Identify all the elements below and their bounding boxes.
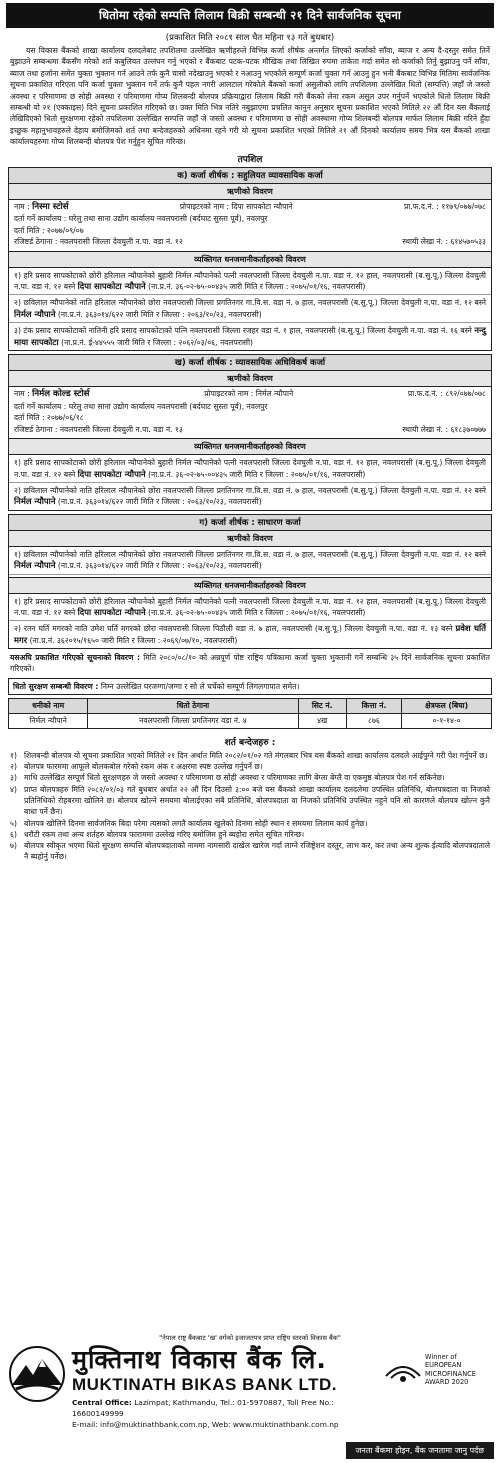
proprietor: प्रोपाइटरको नाम : निर्मल न्यौपाने [204,389,294,399]
reg-address: रजिष्टर्ड ठेगाना : नवलपरासी जिल्ला देवचुली न.पा. वडा नं. १२ [14,237,183,247]
reg-office: दर्ता गर्ने कार्यालय : घरेलु तथा साना उद्योग कार्यालय नवलपरासी (बर्दघाट सुस्ता पूर्व), नवलपुर [14,214,268,224]
proprietor: प्रोपाइटरको नाम : दिपा सापकोटा न्यौपाने [179,201,293,211]
borrower-firm: नाम : निस्मा स्टोर्स प्रोपाइटरको नाम : दिपा सापकोटा न्यौपाने प्रा.फ.द.नं. : ११७९/०७७/०७८ दर्ता गर्ने कार्यालय : घरेलु तथा साना उद्योग कार्यालय नवलपरासी (बर्दघाट सुस्ता पूर्व), नवलपुर दर्ता मिति : २०७७/०९/०७ रजिष्टर्ड ठेगाना : नवलपरासी जिल्ला देवचुली न.पा. वडा नं. १२ स्थायी लेखा नं. : ६१४५७०५३३ [14,201,486,247]
bank-license-slogan: "नेपाल राष्ट्र बैंकबाट 'ख' वर्गको इजाजतपत्र प्राप्त राष्ट्रिय स्तरको विकास बैंक" [159,1334,341,1342]
firm-reg-no: प्रा.फ.द.नं. : ८९२/०७७/०७८ [407,389,486,399]
col-owner: धनीको नाम [9,698,88,713]
firm-name: निर्मल कोल्ड स्टोर्स [32,389,90,400]
bank-footer [6,1333,494,1459]
bank-web: E-mail: info@muktinathbank.com.np, Web: www.muktinathbank.com.np [72,1420,339,1429]
borrower-heading: ऋणीको विवरण [9,531,491,547]
loan-heading: क) कर्जा शीर्षक : सहुलियत व्यावसायिक कर्जा [9,168,491,184]
list-item: १) शिलबन्दी बोलपत्र यो सूचना प्रकाशित भएको मितिले २१ दिन अर्थात मिति २०८२/०१/०२ गते मंगलबार भित्र यस बैंकको शाखा कार्यालय दलदले आईपुग्ने गरी पेश गर्नुपर्ने छ। [10,750,488,760]
security-table [8,698,492,729]
award-icon [384,1356,422,1384]
borrower-heading: ऋणीको विवरण [9,184,491,200]
pan-number: स्थायी लेखा नं. : ६१८३७०७७७ [402,424,486,434]
list-item: ४) प्राप्त बोलपत्रहरु मिति २०८२/०१/०३ गते बुधबार अर्थात २२ औं दिन दिउसो ३:०० बजे यस बैंकको शाखा कार्यालय दलदलेमा उपस्थित प्रतिनिधि, बोलपत्रदाता वा निजको प्रतिनिधिको रोहबरमा खोलिने छ। बोलपत्र खोल्ने समयमा बोलाईएका सबै प्रतिनिधि, बोलपत्रदाता वा निजको प्रतिनिधि उपस्थित नहुने पनि सो कारणले बोलपत्र खोल्न कुनै बाधा पर्ने छैन। [10,784,490,817]
guarantor-entry: २) छविलाल न्यौपानेको नाति हरिलाल न्यौपानेको छोरा नवलपरासी जिल्ला प्रगतिनगर गा.वि.स. वडा नं. ७ हाल, नवलपरासी (ब.सु.पू.) जिल्ला देवचुली न.पा. वडा नं. १२ बस्ने निर्मल न्यौपाने (ना.प्र.नं. ३६३०१४/६२२ जारी मिति र जिल्ला : २०६३/१०/२३, नवलपरासी) [14,485,486,507]
firm-name: निस्मा स्टोर्स [32,201,69,212]
list-item: ५) बोलपत्र खोलिने दिनमा सार्वजनिक बिदा परेमा त्यसको लगतै कार्यालय खुलेको दिनमा सोही स्थान र समयमा लिलाम कार्य हुनेछ। [10,818,368,828]
guarantor-heading: व्यक्तिगत धनजमानीकर्ताहरुको विवरण [9,438,491,455]
bank-contact: Central Office: Lazimpat, Kathmandu, Tel.: 01-5970887, Toll Free No.: 16600149999 [72,1398,334,1418]
security-description: धितो सुरक्षण सम्बन्धी विवरण : निम्न उल्लेखित घरजग्गा/जग्गा र सो ले चर्चेको सम्पूर्ण लिगलगापात समेत। [8,678,492,695]
reg-office: दर्ता गर्ने कार्यालय : घरेलु तथा साना उद्योग कार्यालय नवलपरासी (बर्दघाट सुस्ता पूर्व), नवलपुर [14,401,268,411]
borrower-firm: नाम : निर्मल कोल्ड स्टोर्स प्रोपाइटरको नाम : निर्मल न्यौपाने प्रा.फ.द.नं. : ८९२/०७७/०७८ दर्ता गर्ने कार्यालय : घरेलु तथा साना उद्योग कार्यालय नवलपरासी (बर्दघाट सुस्ता पूर्व), नवलपुर दर्ता मिति : २०७७/०६/१८ रजिष्टर्ड ठेगाना : नवलपरासी जिल्ला देवचुली न.पा. वडा नं. १३ स्थायी लेखा नं. : ६१८३७०७७७ [14,389,486,434]
borrower-entry: १) छविलाल न्यौपानेको नाति हरिलाल न्यौपानेको छोरा नवलपरासी जिल्ला प्रगतिनगर गा.वि.स. वडा नं. ७ हाल, नवलपरासी (ब.सु.पू.) जिल्ला देवचुली न.पा. वडा नं. १२ बस्ने निर्मल न्यौपाने (ना.प्र.नं. ३६३०१४/६२२ जारी मिति र जिल्ला : २०६३/१०/२३, नवलपरासी) [9,547,491,575]
reg-date: दर्ता मिति : २०७७/०६/१८ [14,413,84,423]
list-item: ७) बोलपत्र स्वीकृत भएमा धितो सुरक्षण सम्पत्ति बोलपत्रदाताको नाममा नामसारी दाखेल खारेज गर्दा लाग्ने रजिष्ट्रेशन दस्तुर, लाभ कर, कर तथा अन्य शुल्क ईत्यादि बोलपत्रदाताले नै ब्यहोर्नु पर्नेछ। [10,841,490,862]
loan-heading: ख) कर्जा शीर्षक : व्यावसायिक अधिविकर्ष कर्जा [9,355,491,371]
intro-paragraph: यस विकास बैंकको शाखा कार्यालय दलदलेबाट तपशिलमा उल्लेखित ऋणीहरुले विभिन्न कर्जा शीर्षक अन्तर्गत लिएको कर्जाको साँवा, ब्याज र अन्य दै-दस्तुर समेत तिर्ने बुझाउने सम्बन्धमा बैंकसँग गरेको शर्त कबुलियत उल्लंघन गर्नु भएको र बैंकबाट पटक-पटक मौखिक तथा लिखित रुपमा ताकेता गर्दा समेत सो कर्जाको तिर्नु बुझाउनु पर्ने साँवा, ब्याज तथा हर्जाना समेत चुक्ता भुक्तान गर्न आउने तर्फ कुनै चासो नदेखाउनु भएको र नआउनु भएकोले सम्पूर्ण कर्जा चुक्ता गर्न आउनु हुन भनी बैंकबाट विभिन्न मितिमा सार्वजनिक सूचना प्रकाशित गरिएता पनि कर्जा चुक्ता भुक्तान गर्ने तर्फ कुनै पहल नगरी आलटाल गरेकोले बैंकको कर्जा असुलीको लागि तपशिलमा उल्लेखित धितो (सम्पत्ति) जहाँ जे जस्तो अवस्था र परिमाणमा छ सोही अवस्था र परिमाणमा गोप्य शिलबन्दी बोलपत्र प्रक्रियाद्वारा लिलाम बिक्री गरी बैंकको लेना रकम असुल उपर गर्नुपर्ने भएकोले धितो लिलाम बिक्री सम्बन्धी यो २१ (एक्काइस) दिने सूचना प्रकाशित गरिएको छ। उक्त मिति भित्र नतिरे नबुझाएमा प्रचलित कानुन अनुसार सूचना प्रकाशित भएको मितिले २२ औं दिन यस बैंकलाई लेखिदिएको धितो सुरक्षणमा रहेको तपशिलमा उल्लेखित सम्पत्ति जहाँ जे जस्तो अवस्था र परिमाणमा छ सोही अवस्थामा गोप्य शिलबन्दी बोलपत्र मार्फत लिलाम बिक्री गरिने हुँदा इच्छुक महानुभावहरुले देहाय बमोजिमको शर्त तथा बन्देजहरुको अधिनमा रहने गरी यो सूचना प्रकाशित भएको मितिले २१ औं दिनको कार्यालय समय भित्र यस बैंकको शाखा कार्यालयहरुमा गोप्य शिलबन्दी बोलपत्र पेश गर्नुहुन सूचित गरिन्छ। [10,46,490,147]
list-item: ६) धरौटी रकम तथा अन्य शर्तहरु बोलपत्र फाराममा उल्लेख गरिए बमोजिम हुने ब्यहोरा समेत सूचित गरिन्छ। [10,829,305,839]
col-area: क्षेत्रफल (बिघा) [402,698,492,713]
award-badge: Winner of EUROPEAN MICROFINANCE AWARD 2020 [384,1345,494,1387]
loan-heading: ग) कर्जा शीर्षक : साधारण कर्जा [9,515,491,531]
list-item: २) बोलपत्र फारममा आफूले बोलकबोल गरेको रकम अंक र अक्षरमा स्पष्ट उल्लेख गर्नुपर्ने छ। [10,762,263,772]
loan-section-c [8,514,492,649]
loan-section-b [8,354,492,511]
security-table-wrap [8,698,492,729]
prior-notice: यसअघि प्रकाशित गरिएको सूचनाको विवरण : मिति २०८०/०८/१० को अन्नपूर्ण पोष्ट राष्ट्रिय पत्रिकामा कर्जा चुक्ता भुक्तानी गर्ने सम्बन्धि ३५ दिने सार्वजनिक सूचना प्रकाशित गरिएको। [10,653,490,674]
col-plot: कित्ता नं. [346,698,402,713]
reg-date: दर्ता मिति : २०७७/०९/०७ [14,225,84,235]
list-item: ३) माथि उल्लेखित सम्पूर्ण धितो सुरक्षणहरु जे जस्तो अवस्था र परिमाणमा छ सोही अवस्था र परिमाणका लागि बेग्ला बेग्लै वा एकमुष्ठ बोलपत्र पेश गर्न सकिनेछ। [10,773,445,783]
bank-slogan: जनता बैंकमा होइन, बैंक जनतामा जानु पर्दछ [346,1442,495,1459]
guarantor-entry: २) छविलाल न्यौपानेको नाति हरिलाल न्यौपानेको छोरा नवलपरासी जिल्ला प्रगतिनगर गा.वि.स. वडा नं. ७ हाल, नवलपरासी (ब.सु.पू.) जिल्ला देवचुली न.पा. वडा नं. १२ बस्ने निर्मल न्यौपाने (ना.प्र.नं. ३६३०१४/६२२ जारी मिति र जिल्ला : २०६३/१०/२३, नवलपरासी) [9,295,491,323]
bank-logo-icon [6,1345,68,1403]
details-heading: तपशिल [237,154,263,165]
loan-section-a [8,167,492,351]
reg-address: रजिष्टर्ड ठेगाना : नवलपरासी जिल्ला देवचुली न.पा. वडा नं. १३ [14,424,183,434]
pan-number: स्थायी लेखा नं. : ६१४५७०५३३ [402,237,486,247]
col-sheet: सिट नं. [298,698,346,713]
publish-date: (प्रकाशित मिति २०८१ साल चैत महिना १३ गते बुधबार) [165,33,335,43]
bank-name-nepali: मुक्तिनाथ विकास बैंक लि. [72,1345,327,1374]
notice-title: धितोमा रहेको सम्पत्ति लिलाम बिक्री सम्बन्धी २१ दिने सार्वजनिक सूचना [6,3,494,28]
guarantor-heading: व्यक्तिगत धनजमानीकर्ताहरुको विवरण [9,577,491,594]
bank-name-english: MUKTINATH BIKAS BANK LTD. [72,1375,337,1394]
borrower-heading: ऋणीको विवरण [9,371,491,387]
firm-reg-no: प्रा.फ.द.नं. : ११७९/०७७/०७८ [403,201,486,211]
guarantor-entry: १) हरि प्रसाद सापकोटाको छोरी हरिलाल न्यौपानेको बुहारी निर्मल न्यौपानेको पत्नी नवलपरासी जिल्ला देवचुली न.पा. वडा नं. १२ हाल, नवलपरासी (ब.सु.पू.) जिल्ला देवचुली न.पा. वडा नं. १२ बस्ने दिपा सापकोटा न्यौपाने (ना.प्र.नं. ३६-०२-७५-००४३५ जारी मिति र जिल्ला : २०७५/०१/१६, नवलपरासी) [9,455,491,483]
notice-page [6,3,494,1455]
col-address: धितो ठेगाना [88,698,298,713]
terms-heading: शर्त बन्देजहरु : [224,737,276,748]
guarantor-entry: १) हरि प्रसाद सापकोटाको छोरी हरिलाल न्यौपानेको बुहारी निर्मल न्यौपानेको पत्नी नवलपरासी जिल्ला देवचुली न.पा. वडा नं. १२ हाल, नवलपरासी (ब.सु.पू.) जिल्ला देवचुली न.पा. वडा नं. १२ बस्ने दिपा सापकोटा न्यौपाने (ना.प्र.नं. ३६-०२-७५-००४३५ जारी मिति र जिल्ला : २०७५/०१/१६, नवलपरासी) [9,594,491,622]
guarantor-entry: २) रतन घर्ति मगरको नाति उमेश घर्ति मगरको छोरा नवलपरासी जिल्ला पिठौली वडा नं. ७ हाल, नवलपरासी (ब.सु.पू.) जिल्ला देवचुली न.पा. वडा नं. १३ बस्ने प्रवेश घर्ति मगर (ना.प्र.नं. ३६२०१५/१६५० जारी मिति र जिल्ला : २०६९/०७/१०, नवलपरासी) [14,623,486,645]
guarantor-heading: व्यक्तिगत धनजमानीकर्ताहरुको विवरण [9,251,491,268]
table-row: निर्मल न्यौपाने नवलपरासी जिल्ला प्रगतिनगर वडा नं. ४ ४ख ८७६ ०-१-१४-० [9,713,492,728]
guarantor-entry: १) हरि प्रसाद सापकोटाको छोरी हरिलाल न्यौपानेको बुहारी निर्मल न्यौपानेको पत्नी नवलपरासी जिल्ला देवचुली न.पा. वडा नं. १२ हाल, नवलपरासी (ब.सु.पू.) जिल्ला देवचुली न.पा. वडा नं. १२ बस्ने दिपा सापकोटा न्यौपाने (ना.प्र.नं. ३६-०२-७५-००४३५ जारी मिति र जिल्ला : २०७५/०१/१६, नवलपरासी) [9,268,491,296]
terms-list [10,750,490,863]
guarantor-entry: ३) टंक प्रसाद सापकोटाको नातिनी हरि प्रसाद सापकोटाको पत्नि नवलपरासी जिल्ला रजहर वडा नं. १ हाल, नवलपरासी (ब.सु.पू.) जिल्ला देवचुली न.पा. वडा नं. १६ बस्ने नन्दु माया सापकोटा (ना.प्र.नं. ई-४४५५५ जारी मिति र जिल्ला : २०६२/०३/०६, नवलपरासी) [14,325,486,347]
